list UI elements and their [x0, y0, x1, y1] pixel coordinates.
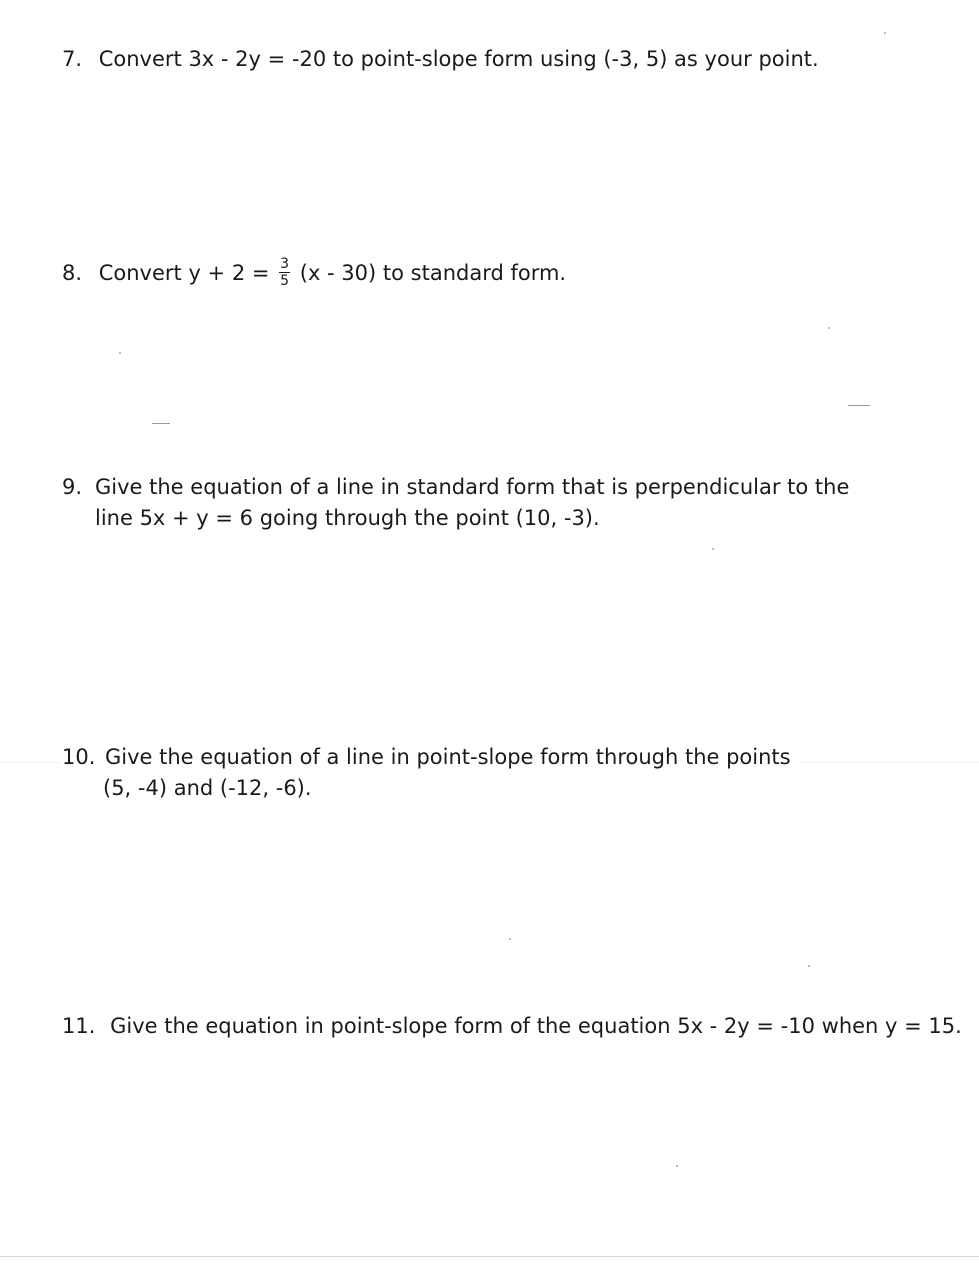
question-9 [62, 472, 849, 534]
scan-dot [509, 938, 511, 940]
question-number: 10. [62, 745, 96, 769]
question-10 [62, 742, 791, 804]
question-7 [62, 44, 819, 75]
scan-speck [152, 423, 170, 424]
scan-dot [119, 352, 121, 354]
question-8 [62, 255, 567, 290]
question-number: 9. [62, 475, 83, 499]
question-11 [62, 1011, 962, 1042]
question-number: 8. [62, 261, 83, 285]
question-text-line-2: (5, -4) and (-12, -6). [103, 776, 312, 800]
scan-dot [884, 32, 886, 34]
question-text-after: (x - 30) to standard form. [299, 261, 567, 285]
fraction-numerator: 3 [280, 255, 290, 272]
scan-line [800, 762, 979, 763]
page-bottom-edge [0, 1256, 979, 1257]
fraction [279, 257, 290, 288]
question-text-line-2: line 5x + y = 6 going through the point (10, -3). [95, 506, 600, 530]
fraction-denominator: 5 [280, 272, 290, 289]
scan-line [0, 762, 60, 763]
scan-dot [676, 1165, 678, 1167]
question-text-line-1: Give the equation of a line in standard form that is perpendicular to the [95, 475, 850, 499]
question-number: 7. [62, 47, 83, 71]
scan-dot [712, 548, 714, 550]
question-text-line-1: Give the equation of a line in point-slope form through the points [105, 745, 791, 769]
question-text: Give the equation in point-slope form of the equation 5x - 2y = -10 when y = 15. [110, 1014, 962, 1038]
scan-dot [828, 327, 830, 329]
question-text: Convert 3x - 2y = -20 to point-slope form using (-3, 5) as your point. [98, 47, 819, 71]
scan-speck [848, 405, 870, 406]
question-number: 11. [62, 1014, 96, 1038]
scan-dot [808, 965, 810, 967]
question-text-before: Convert y + 2 = [98, 261, 270, 285]
